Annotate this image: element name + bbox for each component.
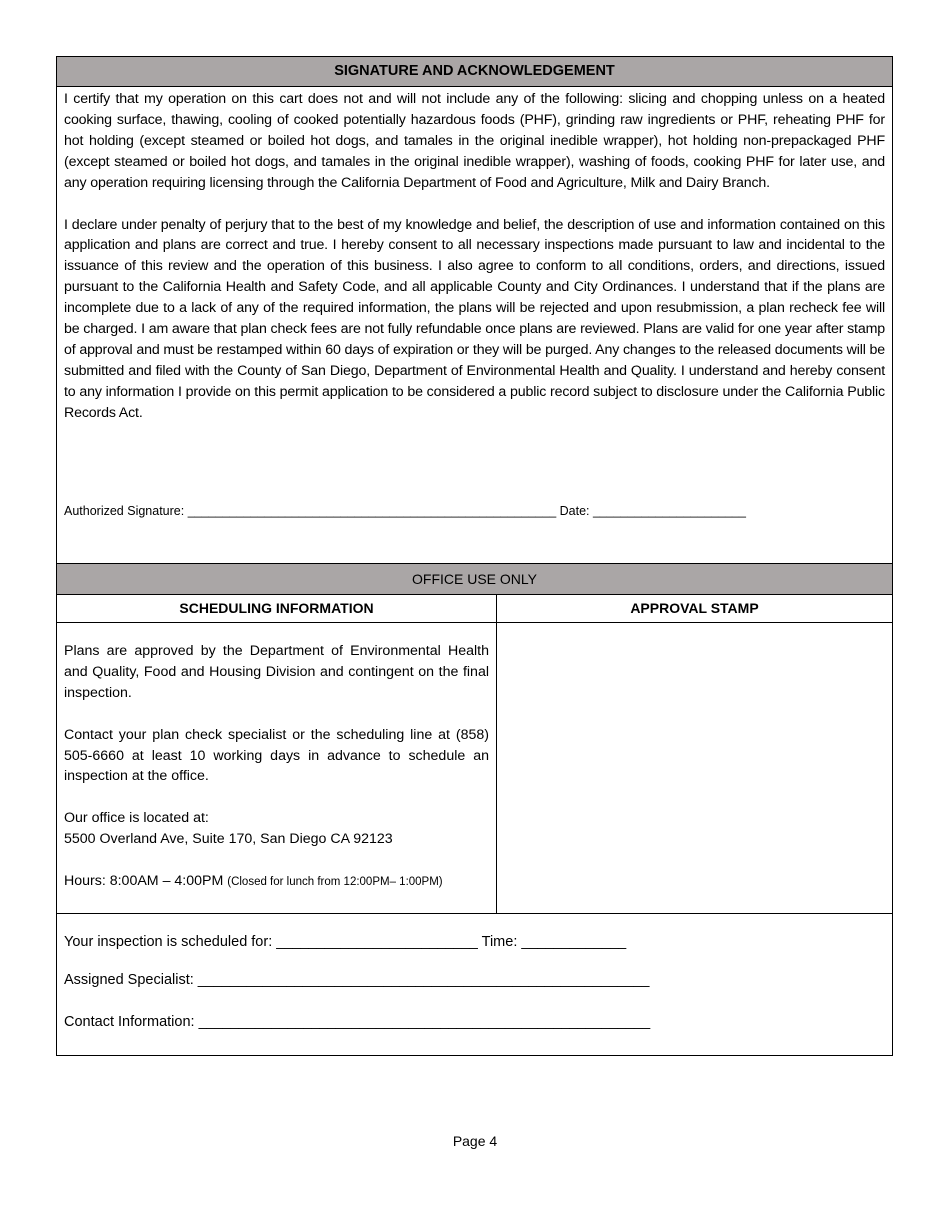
- signature-line: [64, 504, 746, 518]
- contact-text: Contact your plan check specialist or the scheduling line at (858) 505-6660 at least 10 working days in advance to schedule an inspection at the office.: [64, 726, 489, 785]
- scheduling-info: [57, 623, 496, 913]
- hours-main: Hours: 8:00AM – 4:00PM: [64, 872, 228, 889]
- signature-field[interactable]: _____________________________________________________: [187, 504, 557, 518]
- date-field[interactable]: ______________________: [592, 504, 746, 518]
- certification-paragraph: I certify that my operation on this cart does not and will not include any of the following: slicing and chopping unless on a heated cooking surface, thawing, cooling of cooked potentially hazardous foods (PHF), grinding raw ingredients or PHF, reheating PHF for hot holding (except steamed or boiled hot dogs, and tamales in the original inedible wrapper), hot holding non-prepackaged PHF (except steamed or boiled hot dogs, and tamales in the original inedible wrapper), washing of foods, cooking PHF for later use, and any operation requiring licensing through the California Department of Food and Agriculture, Milk and Dairy Branch.: [64, 91, 885, 191]
- office-located-label: Our office is located at:: [64, 810, 209, 827]
- office-columns: [57, 595, 892, 914]
- scheduling-fields: [57, 914, 892, 1055]
- office-address: 5500 Overland Ave, Suite 170, San Diego CA 92123: [64, 831, 393, 848]
- permit-form: [56, 56, 893, 1056]
- office-hours: [64, 871, 489, 893]
- specialist-row: [64, 972, 885, 992]
- date-label: Date:: [556, 504, 593, 518]
- approval-stamp-header: APPROVAL STAMP: [497, 595, 892, 623]
- inspection-row: [64, 934, 885, 954]
- signature-label: Authorized Signature:: [64, 504, 188, 518]
- time-field[interactable]: _____________: [521, 934, 627, 950]
- scheduling-column: [57, 595, 497, 913]
- specialist-field[interactable]: ________________________________________________________: [197, 972, 650, 988]
- inspection-date-field[interactable]: _________________________: [276, 934, 478, 950]
- contact-label: Contact Information:: [64, 1014, 199, 1030]
- approval-text: Plans are approved by the Department of Environmental Health and Quality, Food and Housing Division and contingent on the final inspection.: [64, 643, 489, 701]
- declaration-paragraph: I declare under penalty of perjury that to the best of my knowledge and belief, the description of use and information contained on this application and plans are correct and true. I hereby consent to all necessary inspections made pursuant to law and incidental to the issuance of this review and the operation of this business. I also agree to conform to all conditions, orders, and directions, issued pursuant to the California Health and Safety Code, and all applicable County and City Ordinances. I understand that if the plans are incomplete due to a lack of any of the required information, the plans will be rejected and upon resubmission, a plan recheck fee will be charged. I am aware that plan check fees are not fully refundable once plans are reviewed. Plans are valid for one year after stamp of approval and must be restamped within 60 days of expiration or they will be purged. Any changes to the released documents will be submitted and filed with the County of San Diego, Department of Environmental Health and Quality. I understand and hereby consent to any information I provide on this permit application to be considered a public record subject to disclosure under the California Public Records Act.: [64, 216, 885, 421]
- page-number: Page 4: [452, 1133, 498, 1149]
- scheduling-header: SCHEDULING INFORMATION: [57, 595, 496, 623]
- hours-note: (Closed for lunch from 12:00PM– 1:00PM): [227, 875, 443, 888]
- office-location: [64, 808, 489, 850]
- time-label: Time:: [477, 934, 522, 950]
- specialist-label: Assigned Specialist:: [64, 972, 198, 988]
- certification-block: [57, 87, 892, 563]
- office-use-title: OFFICE USE ONLY: [57, 563, 892, 595]
- inspection-label: Your inspection is scheduled for:: [64, 934, 277, 950]
- contact-field[interactable]: ________________________________________________________: [198, 1014, 651, 1030]
- approval-stamp-area: [497, 623, 892, 913]
- signature-section-title: SIGNATURE AND ACKNOWLEDGEMENT: [57, 57, 892, 87]
- approval-column: [497, 595, 892, 913]
- contact-row: [64, 1014, 885, 1034]
